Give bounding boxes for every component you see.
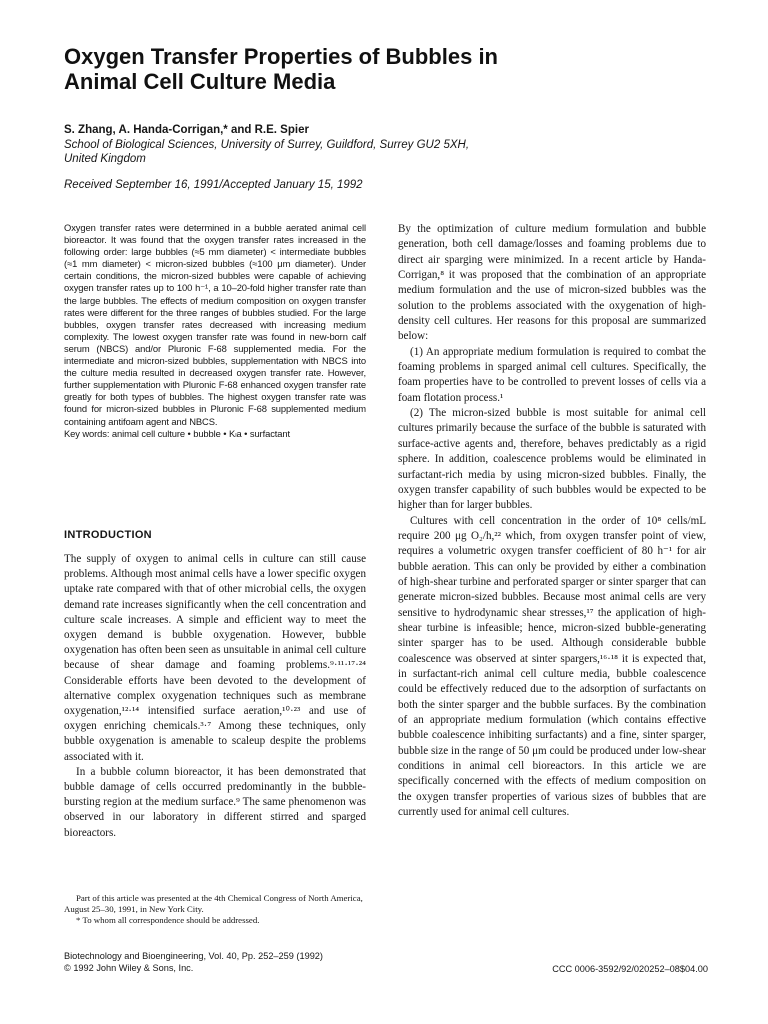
copyright-notice: © 1992 John Wiley & Sons, Inc. xyxy=(64,963,194,973)
introduction-paragraph-1: The supply of oxygen to animal cells in culture can still cause problems. Although most animal cells have a lower specific oxygen uptake rate compared with that of other microbial cells, the oxygen demand rate increases significantly when the cell concentration and culture scale increases. A simple and efficient way to meet the oxygen demand is bubble oxygenation. However, bubble oxygenation has often been seen as unsuitable in animal cell culture because of shear damage and foaming problems.⁹·¹¹·¹⁷·²⁴ Considerable efforts have been devoted to the development of alternative complex oxygenation techniques such as membrane oxygenation,¹²·¹⁴ intensified surface aeration,¹⁰·²³ and use of oxygen enriching chemicals.³·⁷ Among these techniques, only bubble oxygenation is amenable to scaleup despite the problems associated with it. xyxy=(64,553,366,763)
keywords: Key words: animal cell culture • bubble • Kₗa • surfactant xyxy=(64,427,291,439)
footnotes xyxy=(64,893,366,926)
title-line-2: Animal Cell Culture Media xyxy=(64,69,336,94)
introduction-paragraph-2: In a bubble column bioreactor, it has been demonstrated that bubble damage of cells occurred predominantly in the bubble-bursting region at the medium surface.⁹ The same phenomenon was observed in our laboratory in different stirred and sparged bioreactors. xyxy=(64,765,366,839)
journal-citation xyxy=(64,950,384,974)
footnote-correspondence: * To whom all correspondence should be addressed. xyxy=(76,915,260,925)
footnote-presentation: Part of this article was presented at the 4th Chemical Congress of North America, August 25–30, 1991, in New York City. xyxy=(64,893,363,914)
introduction-body xyxy=(64,552,366,841)
article-title xyxy=(64,44,684,94)
affiliation xyxy=(64,138,704,166)
right-column-body xyxy=(398,222,706,820)
right-paragraph-4: Cultures with cell concentration in the order of 10⁸ cells/mL require 200 μg O₂/h,²² which, from oxygen transfer point of view, requires a volumetric oxygen transfer coefficient of 80 h⁻¹ for air bubble aeration. This can only be provided by either a combination of high-shear turbine and perforated sparger or sinter sparger that can generate micron-sized bubbles. Because most animal cells are very sensitive to hydrodynamic shear stresses,¹⁷ the application of high-shear turbine is infeasible; hence, micron-sized bubble-generating sinter sparger has to be used. Although considerable bubble coalescence was observed at sinter spargers,¹⁶·¹⁸ it is expected that, in surfactant-rich animal cell culture media, bubble coalescence could be effectively reduced due to the adsorption of surfactants on both the sinter sparger and the bubble surfaces. By the combination of an appropriate medium formulation (which contains effective bubble coalescence inhibiting surfactants) and a fine, sinter sparger, bubble size in the range of 50 μm could be produced under low-shear conditions in animal cell bioreactors. In this article we are specifically concerned with the effects of medium composition on the oxygen transfer properties of various sizes of bubbles that are currently used for animal cell cultures. xyxy=(398,514,706,819)
affiliation-line-1: School of Biological Sciences, University of Surrey, Guildford, Surrey GU2 5XH, xyxy=(64,139,470,151)
authors: S. Zhang, A. Handa-Corrigan,* and R.E. Spier xyxy=(64,124,309,136)
right-paragraph-2: (1) An appropriate medium formulation is required to combat the foaming problems in sparged animal cell cultures. Specifically, the foam properties have to be controlled to prevent losses of cells via a foam flotation process.¹ xyxy=(398,345,706,404)
right-paragraph-3: (2) The micron-sized bubble is most suitable for animal cell cultures primarily because the surface of the bubble is saturated with surface-active agents and, therefore, behaves predictably as a rigid sphere. In addition, coalescence problems would be eliminated in surfactant-rich media by using micron-sized bubbles. Finally, the oxygen transfer capability of such bubbles would be expected to be higher than for larger bubbles. xyxy=(398,407,706,512)
introduction-heading: INTRODUCTION xyxy=(64,529,152,541)
journal-reference: Biotechnology and Bioengineering, Vol. 40, Pp. 252–259 (1992) xyxy=(64,951,323,961)
abstract xyxy=(64,222,366,440)
abstract-text: Oxygen transfer rates were determined in a bubble aerated animal cell bioreactor. It was found that the oxygen transfer rates increased in the following order: large bubbles (≈5 mm diameter) < intermediate bubbles (≈1 mm diameter) < micron-sized bubbles (≈100 μm diameter). Under certain conditions, the micron-sized bubbles were capable of achieving oxygen transfer rates up to 100 h⁻¹, a 10–20-fold higher transfer rate than the large bubbles. The effects of medium composition on oxygen transfer rates were different for the three ranges of bubbles studied. For the large bubbles, oxygen transfer rates decreased with increasing medium complexity. The lowest oxygen transfer rate was found in new-born calf serum (NBCS) and/or Pluronic F-68 supplemented media. For the intermediate and micron-sized bubbles, supplementation with NBCS into the culture media resulted in decreased oxygen transfer rate. However, further supplementation with Pluronic F-68 enhanced oxygen transfer rate greatly for both types of bubbles. The highest oxygen transfer rate was found for micron-sized bubbles in Pluronic F-68 supplemented medium containing antifoam agent and NBCS. xyxy=(64,222,366,427)
ccc-code: CCC 0006-3592/92/020252–08$04.00 xyxy=(552,964,708,974)
right-paragraph-1: By the optimization of culture medium formulation and bubble generation, both cell damage/losses and foaming problems due to direct air sparging were minimized. In a recent article by Handa-Corrigan,⁸ it was proposed that the combination of an appropriate medium formulation and the use of micron-sized bubbles was the solution to the problems associated with the oxygenation of high-density cell cultures. Her reasons for this proposal are summarized below: xyxy=(398,223,706,343)
title-line-1: Oxygen Transfer Properties of Bubbles in xyxy=(64,44,498,69)
affiliation-line-2: United Kingdom xyxy=(64,153,146,165)
received-date: Received September 16, 1991/Accepted January 15, 1992 xyxy=(64,179,363,191)
